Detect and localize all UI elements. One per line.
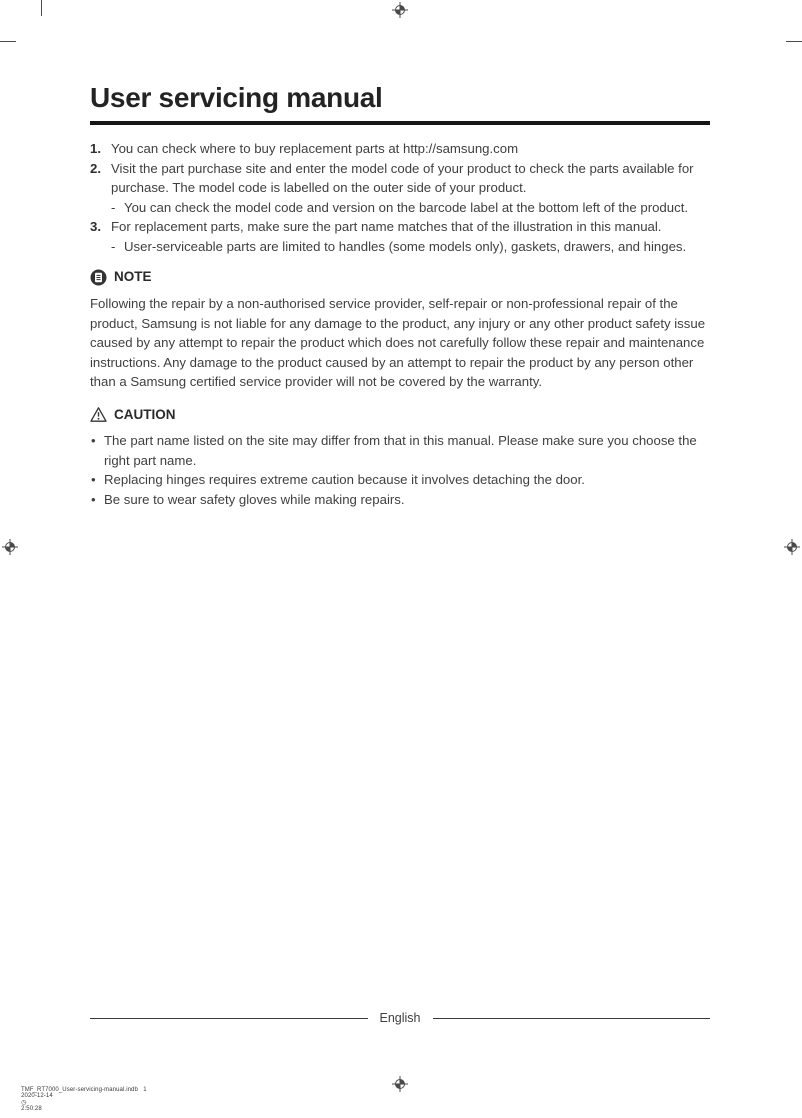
note-body: Following the repair by a non-authorised service provider, self-repair or non-professional repair of the product, Samsung is not liable for any damage to the product, any injury or any other product safety issue caused by any attempt to repair the product which does not carefully follow these repair and maintenance instructions. Any damage to the product caused by an attempt to repair the product by any person other than a Samsung certified service provider will not be covered by the warranty. — [90, 296, 706, 390]
numbered-steps — [90, 139, 710, 256]
step-number: 2. — [90, 160, 101, 176]
step-text: Visit the part purchase site and enter the model code of your product to check the parts available for purchase. The model code is labelled on the outer side of your product. — [111, 160, 694, 196]
footer-rule-right — [433, 1018, 711, 1019]
print-info — [14, 1081, 153, 1118]
footer-rule-left — [90, 1018, 368, 1019]
dash-marker: - — [111, 199, 116, 215]
caution-label: CAUTION — [114, 407, 176, 422]
sub-item — [111, 198, 710, 218]
note-icon — [90, 269, 107, 286]
step-text: For replacement parts, make sure the part name matches that of the illustration in this manual. — [111, 219, 662, 235]
bullet-marker: • — [91, 432, 96, 448]
registration-mark-icon — [392, 1076, 408, 1092]
bullet-marker: • — [91, 491, 96, 507]
bullet-text: Replacing hinges requires extreme caution because it involves detaching the door. — [104, 472, 585, 488]
bullet-text: Be sure to wear safety gloves while making repairs. — [104, 491, 405, 507]
footer-language: English — [379, 1011, 421, 1025]
note-label: NOTE — [114, 269, 152, 285]
caution-heading — [90, 405, 710, 425]
crop-mark — [41, 0, 42, 16]
step-item — [90, 217, 710, 237]
clock-icon: ◷ — [21, 1100, 27, 1106]
step-item — [90, 159, 710, 198]
bullet-item — [90, 470, 710, 490]
step-number: 3. — [90, 219, 101, 235]
print-filename: TMF_RT7000_User-servicing-manual.indb 1 — [20, 1087, 147, 1093]
bullet-text: The part name listed on the site may differ from that in this manual. Please make sure you choose the right part name. — [104, 432, 697, 468]
step-text: You can check where to buy replacement parts at http://samsung.com — [111, 141, 519, 157]
registration-mark-icon — [784, 539, 800, 555]
warning-triangle-icon — [90, 406, 107, 423]
registration-mark-icon — [2, 539, 18, 555]
page-title: User servicing manual — [90, 82, 383, 113]
crop-mark — [0, 41, 16, 42]
title-underline — [90, 121, 710, 125]
sub-item — [111, 237, 710, 257]
page-content — [90, 82, 710, 509]
dash-marker: - — [111, 238, 116, 254]
sub-text: User-serviceable parts are limited to handles (some models only), gaskets, drawers, and hinges. — [124, 238, 687, 254]
note-heading — [90, 267, 710, 287]
bullet-item — [90, 490, 710, 510]
bullet-marker: • — [91, 472, 96, 488]
step-item — [90, 139, 710, 159]
page-footer — [90, 1011, 710, 1025]
step-number: 1. — [90, 141, 101, 157]
bullet-item — [90, 431, 710, 470]
registration-mark-icon — [392, 2, 408, 18]
print-date: 2020-12-14 — [21, 1093, 53, 1099]
crop-mark — [786, 41, 802, 42]
sub-text: You can check the model code and version on the barcode label at the bottom left of the product. — [124, 199, 689, 215]
caution-bullets — [90, 431, 710, 509]
print-time: 2:50:28 — [21, 1106, 42, 1112]
